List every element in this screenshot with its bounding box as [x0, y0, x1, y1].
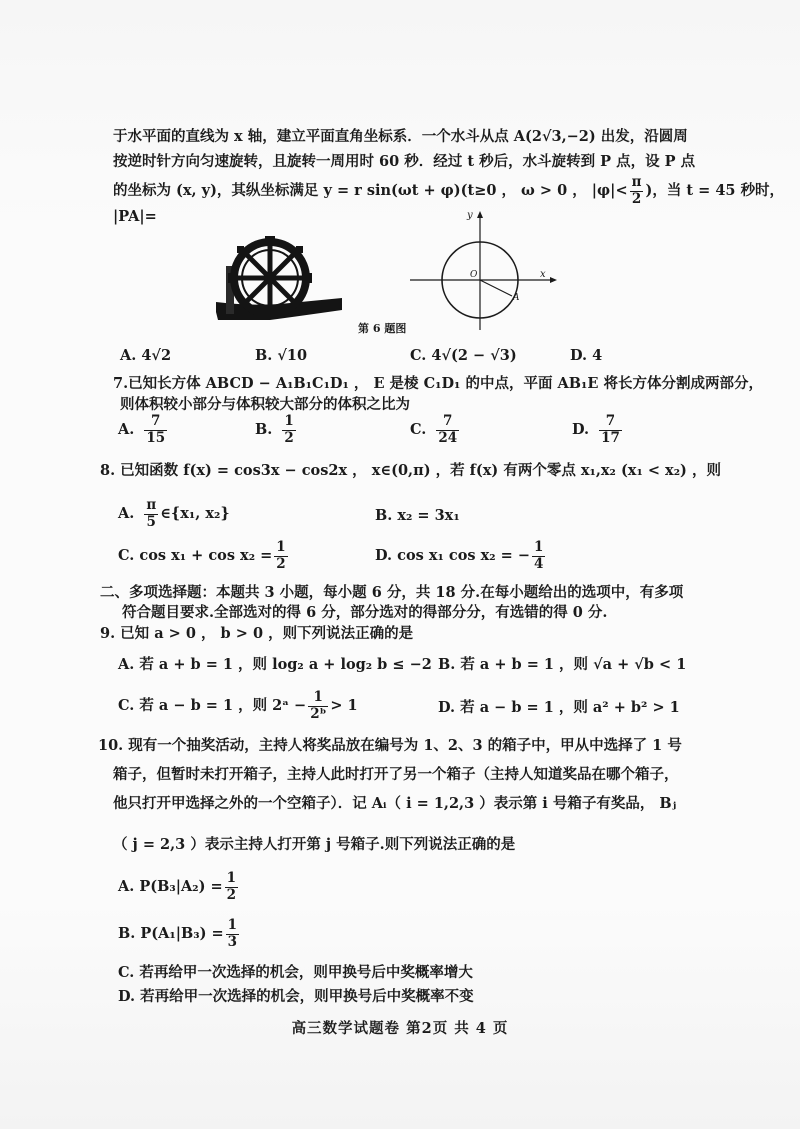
fraction-numerator: 1 — [284, 413, 294, 429]
option-text: A. P(B₃|A₂) = — [118, 878, 223, 896]
q6-line-2: 按逆时针方向匀速旋转，且旋转一周用时 60 秒．经过 t 秒后，水斗旋转到 P 点，设 P 点 — [113, 153, 696, 170]
q6-line-3 — [113, 175, 784, 207]
option-fraction — [436, 414, 459, 446]
wheel-hub — [264, 272, 276, 284]
option-fraction — [144, 498, 158, 530]
option-text: C. 若 a − b = 1 ，则 2ᵃ − — [118, 697, 307, 715]
section-2-heading-line-2: 符合题目要求.全部选对的得 6 分，部分选对的得部分分，有选错的得 0 分. — [122, 604, 608, 621]
option-fraction — [274, 540, 287, 572]
option-text: B. P(A₁|B₃) = — [118, 925, 224, 943]
fraction-denominator: 2 — [226, 886, 237, 903]
option-fraction — [599, 414, 622, 446]
fraction-numerator: 7 — [436, 414, 459, 431]
q7-option-c — [410, 414, 461, 446]
option-label: D. — [572, 421, 590, 439]
option-label: C. — [410, 421, 427, 439]
q9-option-b: B. 若 a + b = 1 ，则 √a + √b < 1 — [438, 656, 687, 673]
q10-line-4: （ j = 2,3 ）表示主持人打开第 j 号箱子.则下列说法正确的是 — [113, 836, 516, 853]
q7-line-2: 则体积较小部分与体积较大部分的体积之比为 — [120, 396, 410, 413]
point-a-label: A — [513, 293, 520, 303]
q6-phi-bound-fraction — [630, 175, 644, 207]
option-text: C. cos x₁ + cos x₂ = — [118, 547, 273, 565]
q6-option-c: C. 4√(2 − √3) — [410, 347, 517, 364]
fraction-numerator: 1 — [226, 870, 237, 886]
q10-option-d: D. 若再给甲一次选择的机会，则甲换号后中奖概率不变 — [118, 988, 474, 1005]
fraction-denominator: 3 — [227, 933, 238, 950]
y-axis-arrow — [477, 211, 483, 218]
q10-option-c: C. 若再给甲一次选择的机会，则甲换号后中奖概率增大 — [118, 964, 473, 981]
q7-line-1: 7.已知长方体 ABCD − A₁B₁C₁D₁ ， E 是棱 C₁D₁ 的中点，平面 AB₁E 将长方体分割成两部分， — [113, 375, 763, 392]
page-footer: 高三数学试题卷 第2页 共 4 页 — [291, 1020, 509, 1037]
q6-option-b: B. √10 — [255, 347, 308, 364]
fraction-numerator: 7 — [144, 414, 167, 431]
q8-stem: 8. 已知函数 f(x) = cos3x − cos2x ， x∈(0,π) ，若 f(x) 有两个零点 x₁,x₂ (x₁ < x₂) ，则 — [100, 462, 721, 479]
figure-caption: 第 6 题图 — [358, 322, 407, 335]
water-wheel-figure — [210, 236, 350, 328]
x-axis-label: x — [540, 269, 546, 280]
q10-option-a — [118, 871, 240, 903]
q8-option-d — [375, 540, 547, 572]
option-label: A. — [118, 505, 135, 523]
q9-option-a: A. 若 a + b = 1 ，则 log₂ a + log₂ b ≤ −2 — [118, 656, 432, 673]
option-text: > 1 — [330, 697, 358, 715]
q8-option-c — [118, 540, 290, 572]
section-2-heading-line-1: 二、多项选择题：本题共 3 小题，每小题 6 分，共 18 分.在每小题给出的选项中，有多项 — [100, 584, 684, 601]
fraction-denominator: 4 — [534, 555, 544, 572]
fraction-denominator: 2 — [631, 190, 642, 207]
q6-line-4: |PA|= — [113, 208, 157, 225]
fraction-numerator: 1 — [308, 690, 328, 707]
fraction-denominator: 15 — [146, 429, 166, 446]
option-label: B. — [255, 421, 273, 439]
q7-option-a — [118, 414, 169, 446]
x-axis-arrow — [550, 277, 557, 283]
q9-option-d: D. 若 a − b = 1 ，则 a² + b² > 1 — [438, 699, 680, 716]
fraction-denominator: 5 — [146, 513, 156, 530]
q7-option-d — [572, 414, 624, 446]
q9-option-c — [118, 690, 358, 722]
fraction-numerator: 1 — [276, 539, 286, 555]
q6-option-d: D. 4 — [570, 347, 603, 364]
fraction-numerator: 1 — [534, 539, 544, 555]
option-label: A. — [118, 421, 135, 439]
option-fraction — [282, 414, 295, 446]
q10-option-b — [118, 918, 241, 950]
option-text: ∈{x₁, x₂} — [160, 505, 230, 523]
coordinate-figure — [400, 208, 570, 332]
q10-line-2: 箱子，但暂时未打开箱子，主持人此时打开了另一个箱子（主持人知道奖品在哪个箱子， — [113, 766, 679, 783]
option-fraction — [532, 540, 545, 572]
option-text: D. cos x₁ cos x₂ = − — [375, 547, 531, 565]
fraction-numerator: π — [631, 174, 642, 190]
q9-stem: 9. 已知 a > 0 ， b > 0 ，则下列说法正确的是 — [100, 625, 414, 642]
fraction-numerator: 7 — [599, 414, 622, 431]
q7-option-b — [255, 414, 298, 446]
radius-oa — [480, 280, 512, 296]
option-fraction — [308, 690, 328, 722]
fraction-denominator: 2 — [284, 429, 294, 446]
q6-option-a: A. 4√2 — [120, 347, 172, 364]
q6-line-3-after: )，当 t = 45 秒时， — [645, 182, 785, 200]
fraction-denominator: 24 — [438, 429, 458, 446]
fraction-denominator: 2 — [276, 555, 286, 572]
y-axis-label: y — [467, 210, 473, 221]
fraction-numerator: 1 — [227, 917, 238, 933]
option-fraction — [226, 918, 239, 950]
fraction-numerator: π — [146, 497, 157, 513]
option-fraction — [225, 871, 238, 903]
q10-line-1: 10. 现有一个抽奖活动，主持人将奖品放在编号为 1、2、3 的箱子中，甲从中选择了 1 号 — [98, 737, 682, 754]
q10-line-3: 他只打开甲选择之外的一个空箱子）．记 Aᵢ（ i = 1,2,3 ）表示第 i 号箱子有奖品， Bⱼ — [113, 795, 677, 812]
fraction-denominator: 17 — [601, 429, 620, 446]
q6-line-3-before: 的坐标为 (x, y)，其纵坐标满足 y = r sin(ωt + φ)(t≥0 ， ω > 0 ， |φ|< — [113, 182, 628, 200]
q6-line-1: 于水平面的直线为 x 轴，建立平面直角坐标系．一个水斗从点 A(2√3,−2) 出发，沿圆周 — [113, 128, 688, 145]
q8-option-a — [118, 498, 230, 530]
option-fraction — [144, 414, 167, 446]
q8-option-b: B. x₂ = 3x₁ — [375, 507, 460, 524]
origin-label: O — [470, 270, 478, 280]
fraction-denominator: 2ᵇ — [310, 705, 327, 722]
